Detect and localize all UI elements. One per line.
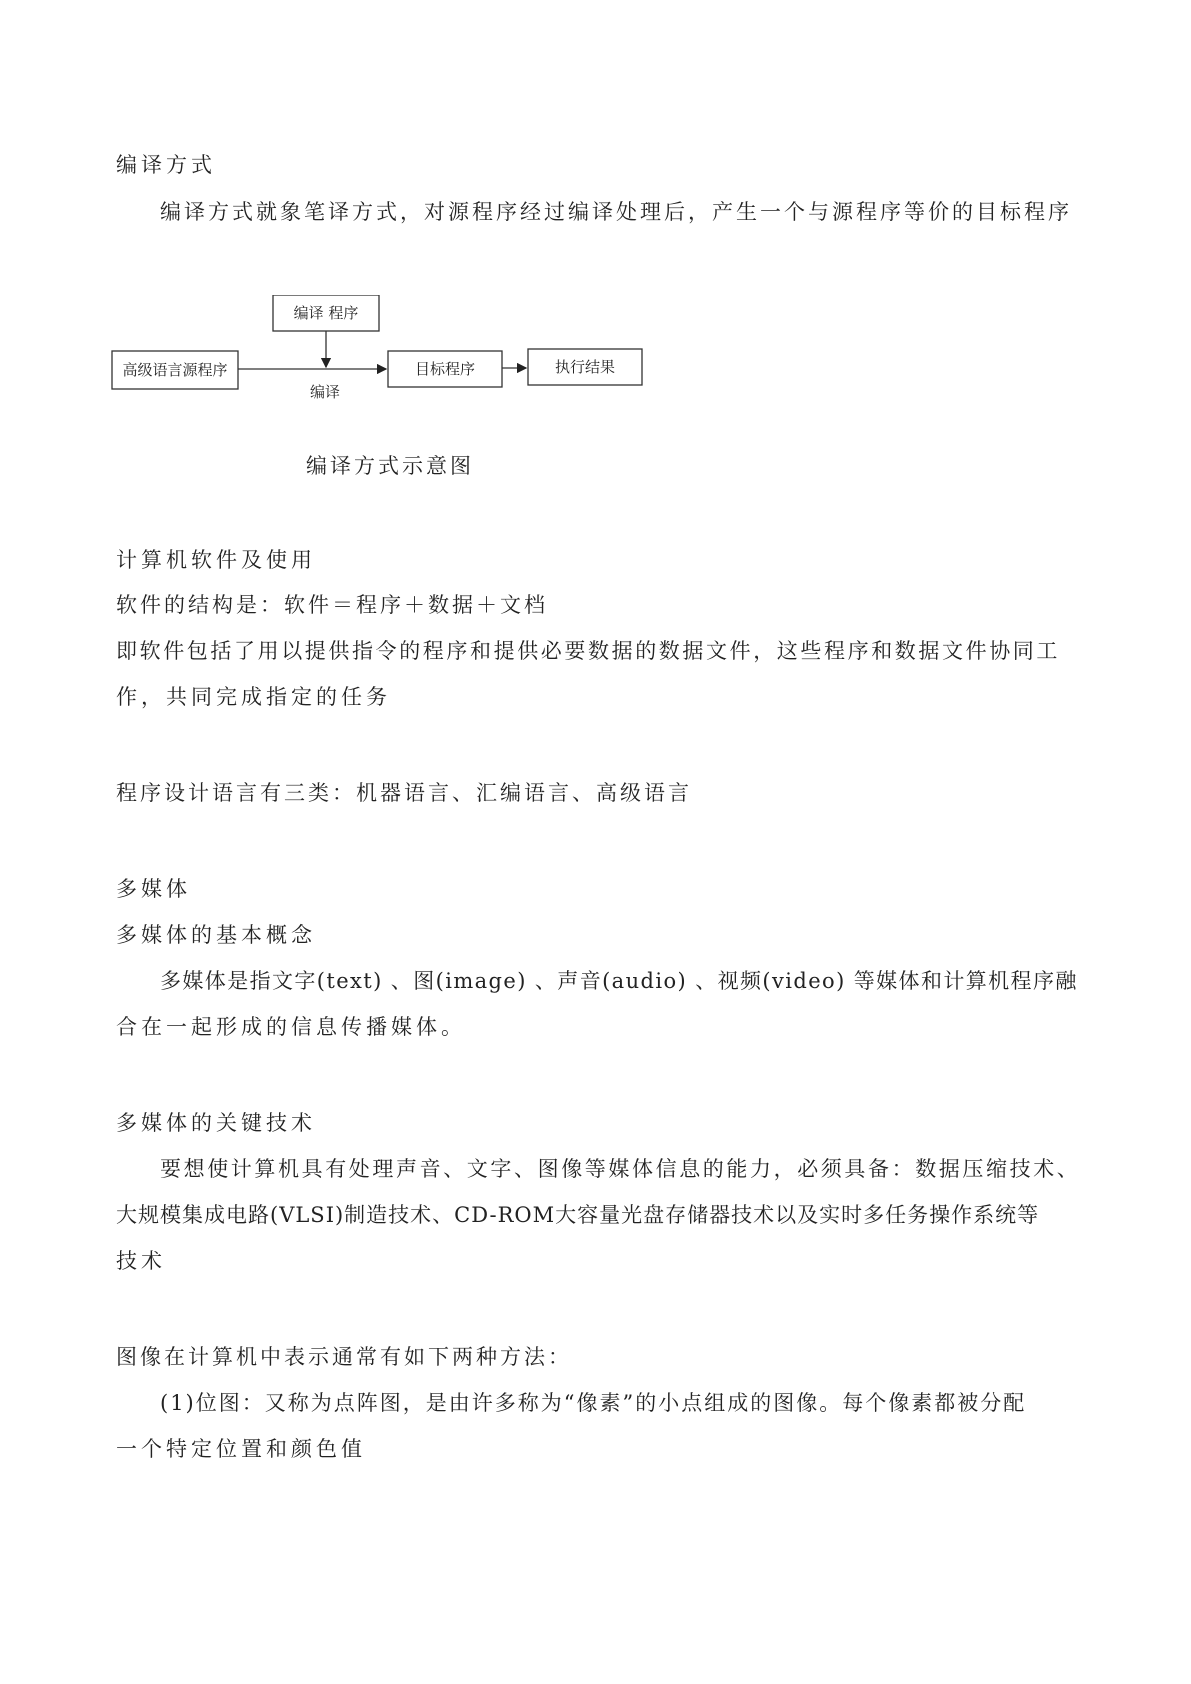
bitmap-line-1: (1)位图：又称为点阵图，是由许多称为“像素”的小点组成的图像。每个像素都被分配 — [160, 1391, 1027, 1415]
source-box — [112, 351, 238, 389]
programming-languages: 程序设计语言有三类：机器语言、汇编语言、高级语言 — [116, 781, 692, 805]
bitmap-line-2: 一个特定位置和颜色值 — [116, 1437, 366, 1461]
result-box — [528, 349, 642, 385]
compile-description: 编译方式就象笔译方式，对源程序经过编译处理后，产生一个与源程序等价的目标程序 — [160, 200, 1072, 224]
multimedia-tech-line-3: 技术 — [116, 1249, 166, 1273]
multimedia-tech-line-1: 要想使计算机具有处理声音、文字、图像等媒体信息的能力，必须具备：数据压缩技术、 — [160, 1157, 1081, 1181]
target-box — [388, 351, 502, 387]
diagram-caption: 编译方式示意图 — [306, 454, 474, 478]
compile-diagram — [110, 295, 710, 435]
multimedia-heading: 多媒体 — [116, 877, 191, 901]
software-structure: 软件的结构是：软件＝程序＋数据＋文档 — [116, 593, 548, 617]
compile-arrow-label: 编译 — [309, 383, 341, 401]
image-representation-heading: 图像在计算机中表示通常有如下两种方法： — [116, 1345, 572, 1369]
source-box-label: 高级语言源程序 — [122, 361, 228, 379]
multimedia-tech-heading: 多媒体的关键技术 — [116, 1111, 316, 1135]
software-description-line-2: 作，共同完成指定的任务 — [116, 685, 391, 709]
multimedia-tech-line-2: 大规模集成电路(VLSI)制造技术、CD-ROM大容量光盘存储器技术以及实时多任务操作系统等 — [116, 1203, 1040, 1227]
multimedia-concept-heading: 多媒体的基本概念 — [116, 923, 316, 947]
multimedia-concept-line-1: 多媒体是指文字(text) 、图(image) 、声音(audio) 、视频(video) 等媒体和计算机程序融 — [160, 969, 1078, 993]
compile-heading: 编译方式 — [116, 153, 216, 177]
software-heading: 计算机软件及使用 — [116, 548, 316, 572]
target-box-label: 目标程序 — [414, 360, 476, 378]
compiler-box-label: 编译 程序 — [293, 304, 359, 322]
result-box-label: 执行结果 — [554, 358, 616, 376]
compiler-box — [273, 295, 379, 331]
software-description-line-1: 即软件包括了用以提供指令的程序和提供必要数据的数据文件，这些程序和数据文件协同工 — [116, 639, 1060, 663]
multimedia-concept-line-2: 合在一起形成的信息传播媒体。 — [116, 1015, 466, 1039]
